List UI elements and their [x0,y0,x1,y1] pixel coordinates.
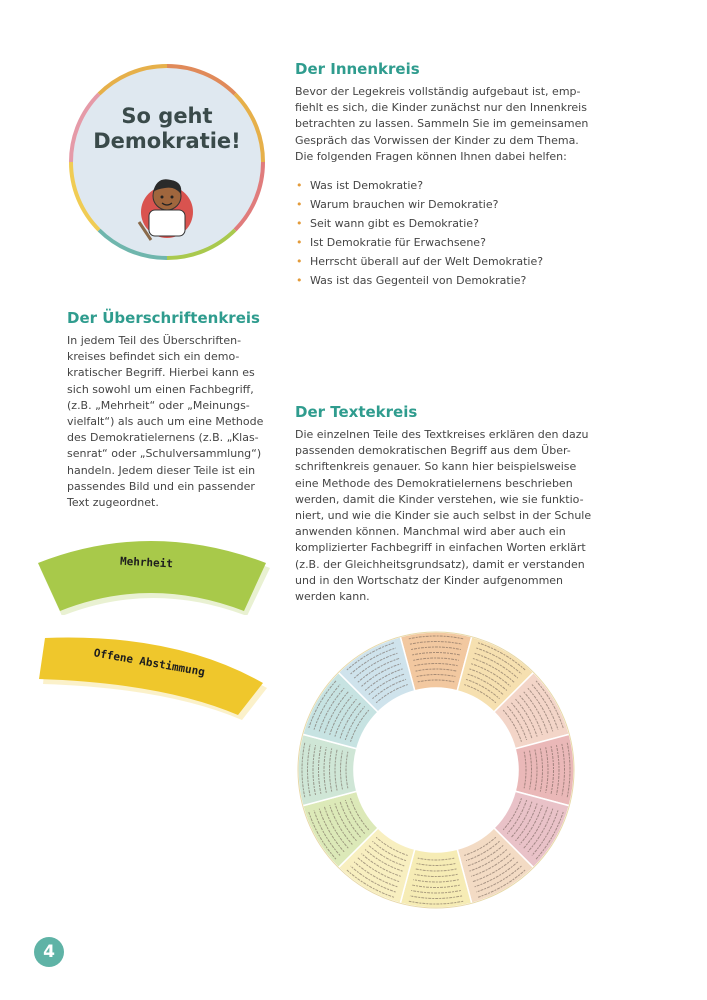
ueberschriftenkreis-heading: Der Überschriftenkreis [67,309,260,327]
page-number: 4 [34,937,64,967]
bullet-icon: • [296,236,303,249]
list-item: • Herrscht überall auf der Welt Demokratie? [296,252,543,271]
textekreis-heading: Der Textekreis [295,403,418,421]
list-item: • Warum brauchen wir Demokratie? [296,195,543,214]
list-item: • Ist Demokratie für Erwachsene? [296,233,543,252]
bullet-icon: • [296,274,303,287]
logo-title: So geht Demokratie! [93,104,241,153]
bullet-icon: • [296,255,303,268]
band-mehrheit [30,525,275,615]
list-item: • Was ist das Gegenteil von Demokratie? [296,271,543,290]
list-item: • Seit wann gibt es Demokratie? [296,214,543,233]
innenkreis-heading: Der Innenkreis [295,60,420,78]
question-list [296,176,543,290]
band-label-mehrheit: Mehrheit [119,554,174,571]
textekreis-paragraph: Die einzelnen Teile des Textkreises erklären den dazu passenden demokratischen Begriff aus dem Über- schriftenkreis genauer. So kann hier beispielsweise eine Methode des Demokratielernens beschrieben werden, damit die Kinder verstehen, wie sie funktio- niert, und wie die Kinder sie auch selbst in der Schule anwenden können. Manchmal wird aber auch ein komplizierter Fachbegriff in einfachen Worten erklärt (z.B. der Gleichheitsgrundsatz), damit er verstanden und in den Wortschatz der Kinder aufgenommen werden kann. [295,428,592,604]
innenkreis-paragraph: Bevor der Legekreis vollständig aufgebaut ist, emp- fiehlt es sich, die Kinder zunächst nur den Innenkreis betrachten zu lassen. Sammeln Sie im gemeinsamen Gespräch das Vorwissen der Kinder zu dem Thema. Die folgenden Fragen können Ihnen dabei helfen: [295,85,589,163]
ueberschriftenkreis-paragraph: In jedem Teil des Überschriften- kreises befindet sich ein demo- kratischer Begriff. Hierbei kann es sich sowohl um einen Fachbegriff, (z.B. „Mehrheit“ oder „Meinungs- vielfalt“) als auch um eine Methode des Demokratielernens (z.B. „Klas- senrat“ oder „Schulversammlung“) handeln. Jedem dieser Teile ist ein passendes Bild und ein passender Text zugeordnet. [67,334,264,510]
list-item: • Was ist Demokratie? [296,176,543,195]
bullet-icon: • [296,198,303,211]
logo-circle [67,62,267,262]
text-ring [296,630,576,910]
bullet-icon: • [296,217,303,230]
band-offene-abstimmung [35,625,270,720]
bullet-icon: • [296,179,303,192]
band-label-offene-abstimmung: Offene Abstimmung [92,646,206,679]
